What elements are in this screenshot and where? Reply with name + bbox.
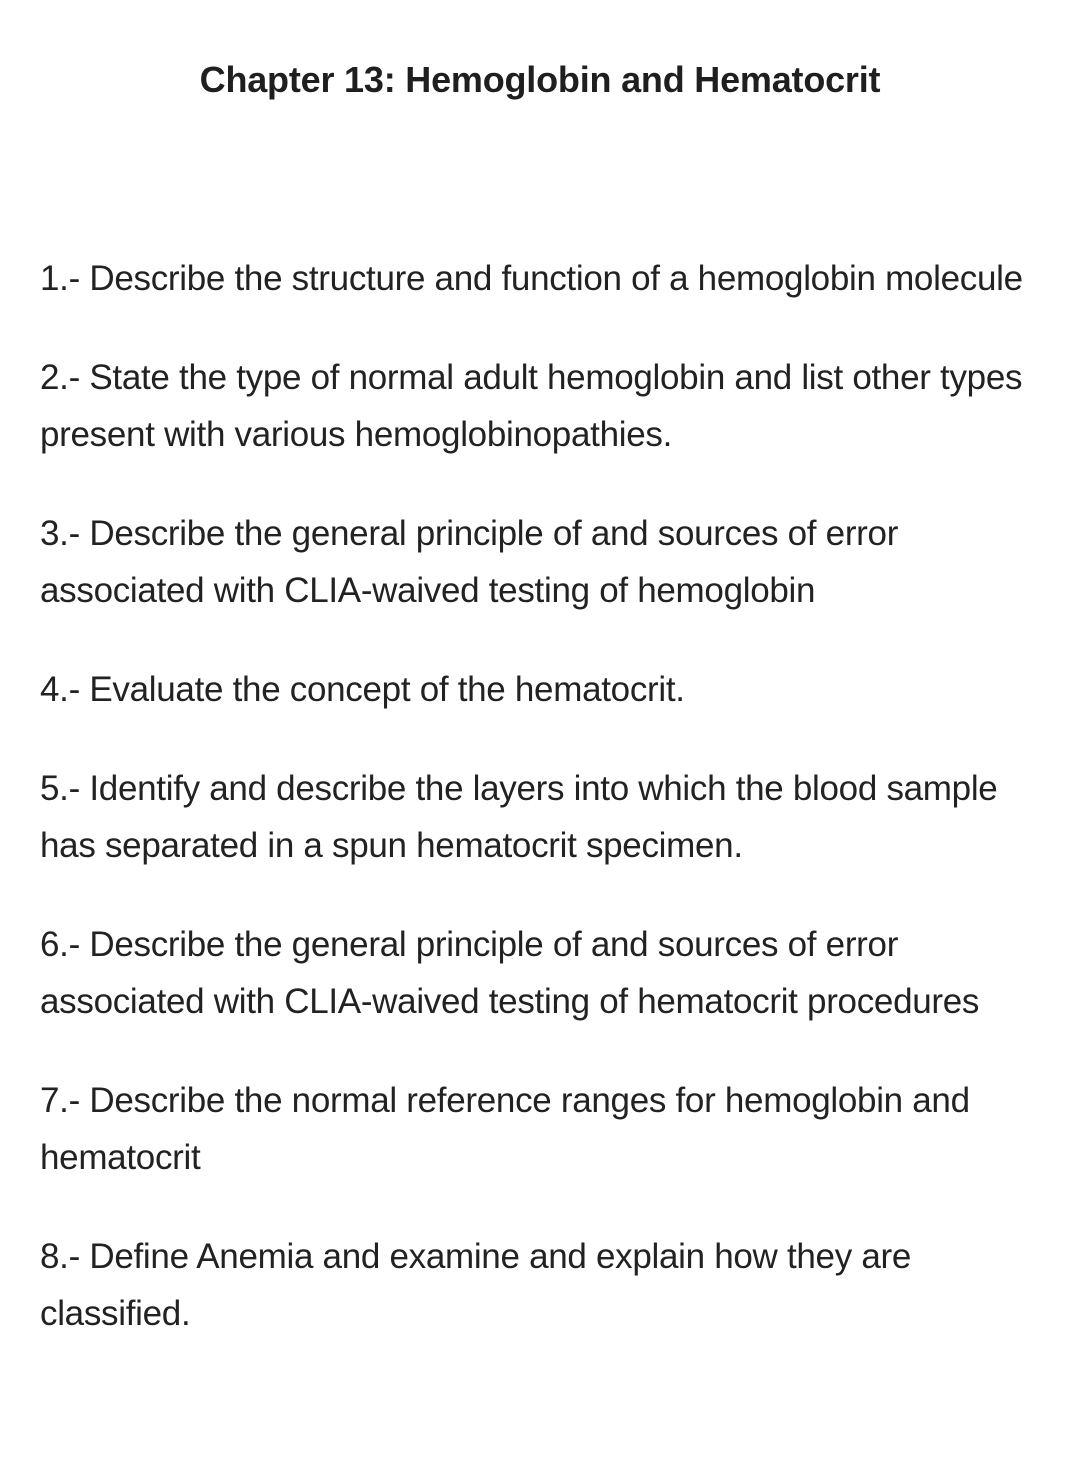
- learning-objectives-list: [40, 250, 1050, 1384]
- objective-item-7: 7.- Describe the normal reference ranges for hemoglobin and hematocrit: [40, 1081, 970, 1177]
- chapter-title: Chapter 13: Hemoglobin and Hematocrit: [199, 59, 881, 100]
- objective-item-3: 3.- Describe the general principle of and sources of error associated with CLIA-waived testing of hemoglobin: [40, 514, 899, 610]
- objective-item-4: 4.- Evaluate the concept of the hematocrit.: [40, 670, 685, 709]
- objective-item-1: 1.- Describe the structure and function of a hemoglobin molecule: [40, 259, 1023, 298]
- objective-item-2: 2.- State the type of normal adult hemoglobin and list other types present with various hemoglobinopathies.: [40, 358, 1023, 454]
- objective-item-8: 8.- Define Anemia and examine and explain how they are classified.: [40, 1237, 912, 1333]
- objective-item-5: 5.- Identify and describe the layers into which the blood sample has separated in a spun hematocrit specimen.: [40, 769, 998, 865]
- objective-item-6: 6.- Describe the general principle of and sources of error associated with CLIA-waived testing of hematocrit procedures: [40, 925, 980, 1021]
